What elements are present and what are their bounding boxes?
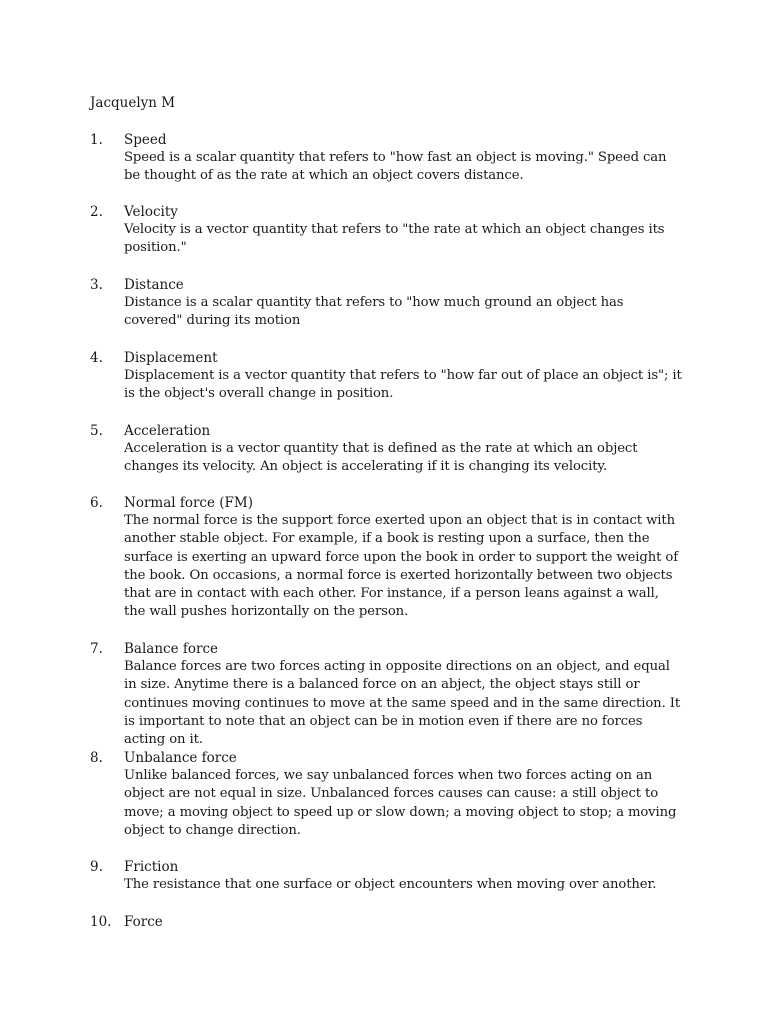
- item-definition: The normal force is the support force exerted upon an object that is in contact with another stable object. For example, if a book is resting upon a surface, then the surface is exerting an upward force upon the book in order to support the weight of the book. On occasions, a normal force is exerted horizontally between two objects that are in contact with each other. For instance, if a person leans against a wall, the wall pushes horizontally on the person.: [124, 513, 679, 620]
- item-number: 3.: [90, 277, 103, 293]
- item-definition: The resistance that one surface or object encounters when moving over another.: [124, 877, 657, 893]
- item-term: Unbalance force: [124, 750, 237, 766]
- item-term: Speed: [124, 132, 167, 148]
- author-name: Jacquelyn M: [90, 95, 176, 111]
- item-definition: Acceleration is a vector quantity that is defined as the rate at which an object changes its velocity. An object is accelerating if it is changing its velocity.: [124, 441, 638, 475]
- item-definition: Displacement is a vector quantity that refers to "how far out of place an object is"; it is the object's overall change in position.: [124, 368, 682, 402]
- item-number: 7.: [90, 641, 103, 657]
- item-term: Normal force (FM): [124, 495, 253, 511]
- item-definition: Unlike balanced forces, we say unbalanced forces when two forces acting on an object are not equal in size. Unbalanced forces causes can cause: a still object to move; a moving object to speed up or slow down; a moving object to stop; a moving object to change direction.: [124, 768, 677, 838]
- item-number: 10.: [90, 914, 112, 930]
- item-definition: Balance forces are two forces acting in opposite directions on an object, and equal in size. Anytime there is a balanced force on an abject, the object stays still or continues moving continues to move at the same speed and in the same direction. It is important to note that an object can be in motion even if there are no forces acting on it.: [124, 659, 681, 747]
- item-number: 1.: [90, 132, 103, 148]
- item-number: 9.: [90, 859, 103, 875]
- item-term: Balance force: [124, 641, 218, 657]
- item-term: Distance: [124, 277, 184, 293]
- item-term: Displacement: [124, 350, 218, 366]
- item-definition: Distance is a scalar quantity that refers to "how much ground an object has covered" during its motion: [124, 295, 624, 329]
- item-term: Velocity: [124, 204, 178, 220]
- item-term: Friction: [124, 859, 179, 875]
- item-definition: Velocity is a vector quantity that refers to "the rate at which an object changes its position.": [124, 222, 665, 256]
- item-number: 2.: [90, 204, 103, 220]
- item-number: 5.: [90, 423, 103, 439]
- item-definition: Speed is a scalar quantity that refers to "how fast an object is moving." Speed can be thought of as the rate at which an object covers distance.: [124, 150, 667, 184]
- item-term: Acceleration: [124, 423, 211, 439]
- item-number: 6.: [90, 495, 103, 511]
- item-number: 8.: [90, 750, 103, 766]
- item-number: 4.: [90, 350, 103, 366]
- item-term: Force: [124, 914, 163, 930]
